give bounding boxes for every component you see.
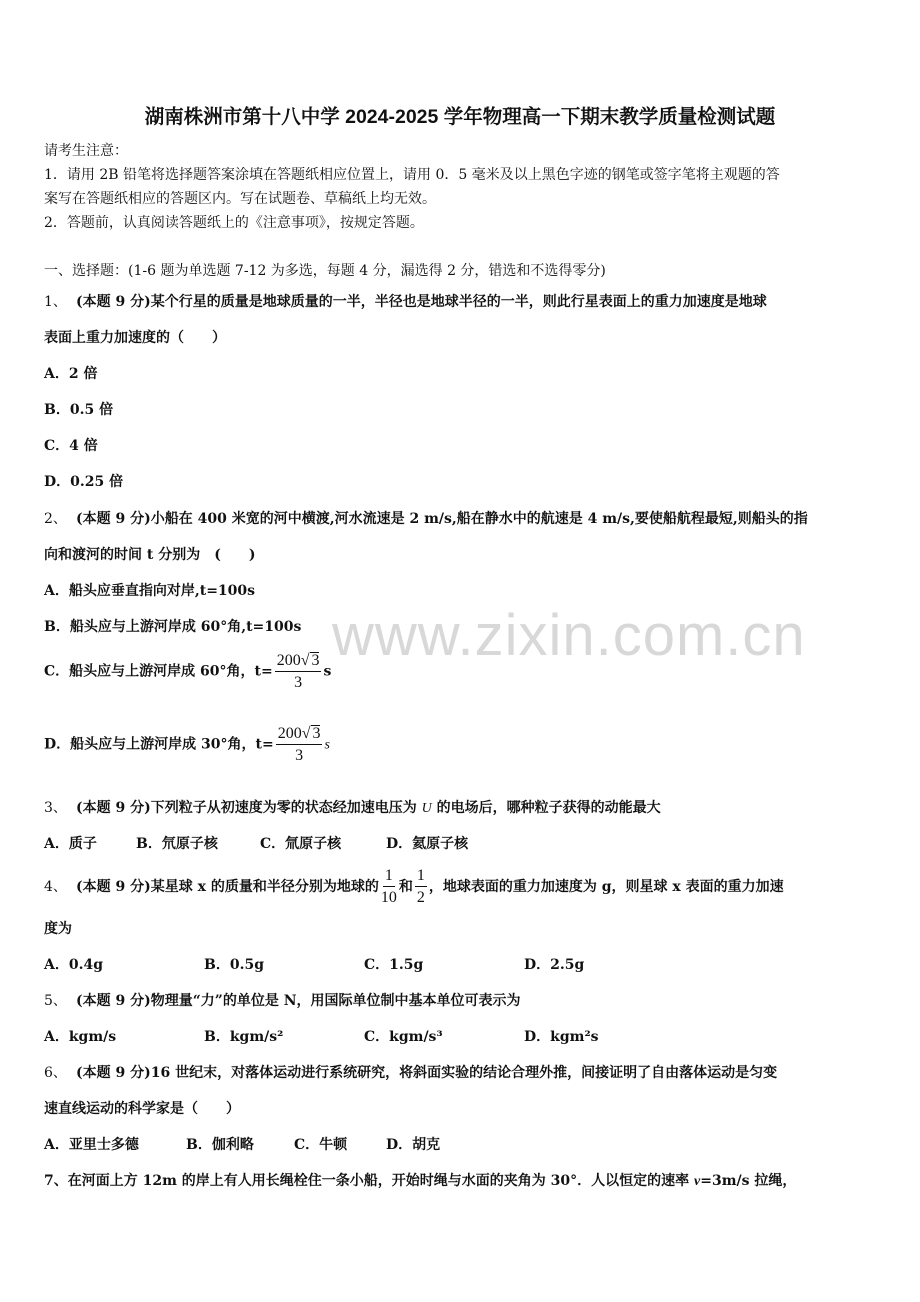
question-4-line-2: 度为 (44, 921, 72, 937)
q3-option-a: A．质子 (44, 836, 97, 852)
question-text: (本题 9 分)物理量“力”的单位是 N，用国际单位制中基本单位可表示为 (76, 993, 521, 1009)
q4-option-a: A．0.4g (44, 957, 104, 973)
question-1-line-2: 表面上重力加速度的（ ） (44, 330, 226, 346)
q3-options (44, 833, 524, 853)
q3-option-d: D．氦原子核 (386, 836, 469, 852)
variable: v (694, 1174, 701, 1189)
question-text: 的电场后，哪种粒子获得的动能最大 (431, 800, 661, 816)
q1-option-c: C．4 倍 (44, 438, 98, 454)
q1-option-b: B．0.5 倍 (44, 402, 114, 418)
sqrt-symbol: √ (300, 652, 310, 669)
question-text: (本题 9 分)某星球 x 的质量和半径分别为地球的 (76, 879, 379, 895)
q2-option-a: A．船头应垂直指向对岸,t=100s (44, 583, 256, 599)
question-6-line-2: 速直线运动的科学家是（ ） (44, 1101, 240, 1117)
variable: U (421, 801, 432, 816)
q5-option-b: B．kgm/s² (204, 1029, 284, 1045)
q5-option-c: C．kgm/s³ (364, 1029, 443, 1045)
notice-item-1-line-1: 1．请用 2B 铅笔将选择题答案涂填在答题纸相应位置上，请用 0．5 毫米及以上黑色字迹的钢笔或签字笔将主观题的答 (44, 167, 780, 183)
q4-option-b: B．0.5g (204, 957, 264, 973)
question-text: 7、在河面上方 12m 的岸上有人用长绳栓住一条小船，开始时绳与水面的夹角为 30°．人以恒定的速率 (44, 1173, 695, 1189)
q1-option-a: A．2 倍 (44, 366, 98, 382)
q6-option-d: D．胡克 (386, 1137, 441, 1153)
section-heading: 一、选择题：(1-6 题为单选题 7-12 为多选，每题 4 分，漏选得 2 分，错选和不选得零分) (44, 263, 606, 279)
q6-option-b: B．伽利略 (186, 1137, 254, 1153)
question-3 (44, 797, 661, 817)
conjunction: 和 (398, 879, 413, 895)
question-7 (44, 1170, 796, 1190)
fraction (275, 652, 322, 691)
question-number: 5、 (44, 993, 67, 1009)
page-title: 湖南株洲市第十八中学 2024-2025 学年物理高一下期末教学质量检测试题 (144, 106, 776, 128)
notice-item-2: 2．答题前，认真阅读答题纸上的《注意事项》，按规定答题。 (44, 215, 424, 231)
fraction-numerator: 200 (277, 725, 302, 742)
fraction (381, 868, 397, 906)
sqrt-symbol: √ (301, 725, 311, 742)
q4-options (44, 954, 644, 974)
question-text: (本题 9 分)16 世纪末，对落体运动进行系统研究，将斜面实验的结论合理外推，间接证明了自由落体运动是匀变 (76, 1065, 778, 1081)
notice-heading: 请考生注意： (44, 143, 128, 159)
q4-option-d: D．2.5g (524, 957, 585, 973)
q4-option-c: C．1.5g (364, 957, 424, 973)
unit: s (323, 663, 332, 680)
fraction-denominator: 3 (294, 674, 303, 691)
question-6 (44, 1062, 777, 1082)
question-number: 6、 (44, 1065, 67, 1081)
question-2 (44, 508, 808, 528)
unit: s (324, 737, 330, 753)
option-text: D．船头应与上游河岸成 30°角，t= (44, 736, 274, 753)
q5-option-a: A．kgm/s (44, 1029, 117, 1045)
question-2-line-2: 向和渡河的时间 t 分别为 ( ) (44, 547, 256, 563)
fraction-denominator: 3 (295, 747, 304, 764)
fraction (276, 725, 323, 764)
question-4 (44, 868, 784, 906)
q1-option-d: D．0.25 倍 (44, 474, 124, 490)
q5-option-d: D．kgm²s (524, 1029, 599, 1045)
radicand: 3 (311, 652, 320, 669)
fraction-denominator: 10 (380, 889, 397, 906)
q3-option-b: B．氘原子核 (136, 836, 218, 852)
q2-option-d (44, 725, 330, 764)
q2-option-b: B．船头应与上游河岸成 60°角,t=100s (44, 619, 302, 635)
option-text: C．船头应与上游河岸成 60°角，t= (44, 663, 273, 680)
radicand: 3 (312, 725, 321, 742)
question-text: ，地球表面的重力加速度为 g，则星球 x 表面的重力加速 (428, 879, 784, 895)
question-text: =3m/s 拉绳， (700, 1173, 797, 1189)
q3-option-c: C．氚原子核 (260, 836, 342, 852)
q5-options (44, 1026, 644, 1046)
question-text: (本题 9 分)小船在 400 米宽的河中横渡,河水流速是 2 m/s,船在静水中的航速是 4 m/s,要使船航程最短,则船头的指 (76, 511, 808, 527)
question-number: 1、 (44, 294, 67, 310)
fraction-numerator: 1 (415, 868, 427, 887)
fraction-denominator: 2 (416, 889, 425, 906)
question-text: (本题 9 分)某个行星的质量是地球质量的一半，半径也是地球半径的一半，则此行星表面上的重力加速度是地球 (76, 294, 767, 310)
question-text: (本题 9 分)下列粒子从初速度为零的状态经加速电压为 (76, 800, 422, 816)
fraction (415, 868, 427, 906)
watermark: www.zixin.com.cn (332, 603, 806, 668)
question-5 (44, 990, 521, 1010)
q6-options (44, 1134, 524, 1154)
question-1 (44, 291, 767, 311)
question-number: 3、 (44, 800, 67, 816)
q2-option-c (44, 652, 331, 691)
q6-option-a: A．亚里士多德 (44, 1137, 139, 1153)
fraction-numerator: 1 (383, 868, 395, 887)
question-number: 4、 (44, 879, 67, 895)
fraction-numerator: 200 (276, 652, 301, 669)
notice-item-1-line-2: 案写在答题纸相应的答题区内。写在试题卷、草稿纸上均无效。 (44, 191, 436, 207)
question-number: 2、 (44, 511, 67, 527)
q6-option-c: C．牛顿 (294, 1137, 348, 1153)
